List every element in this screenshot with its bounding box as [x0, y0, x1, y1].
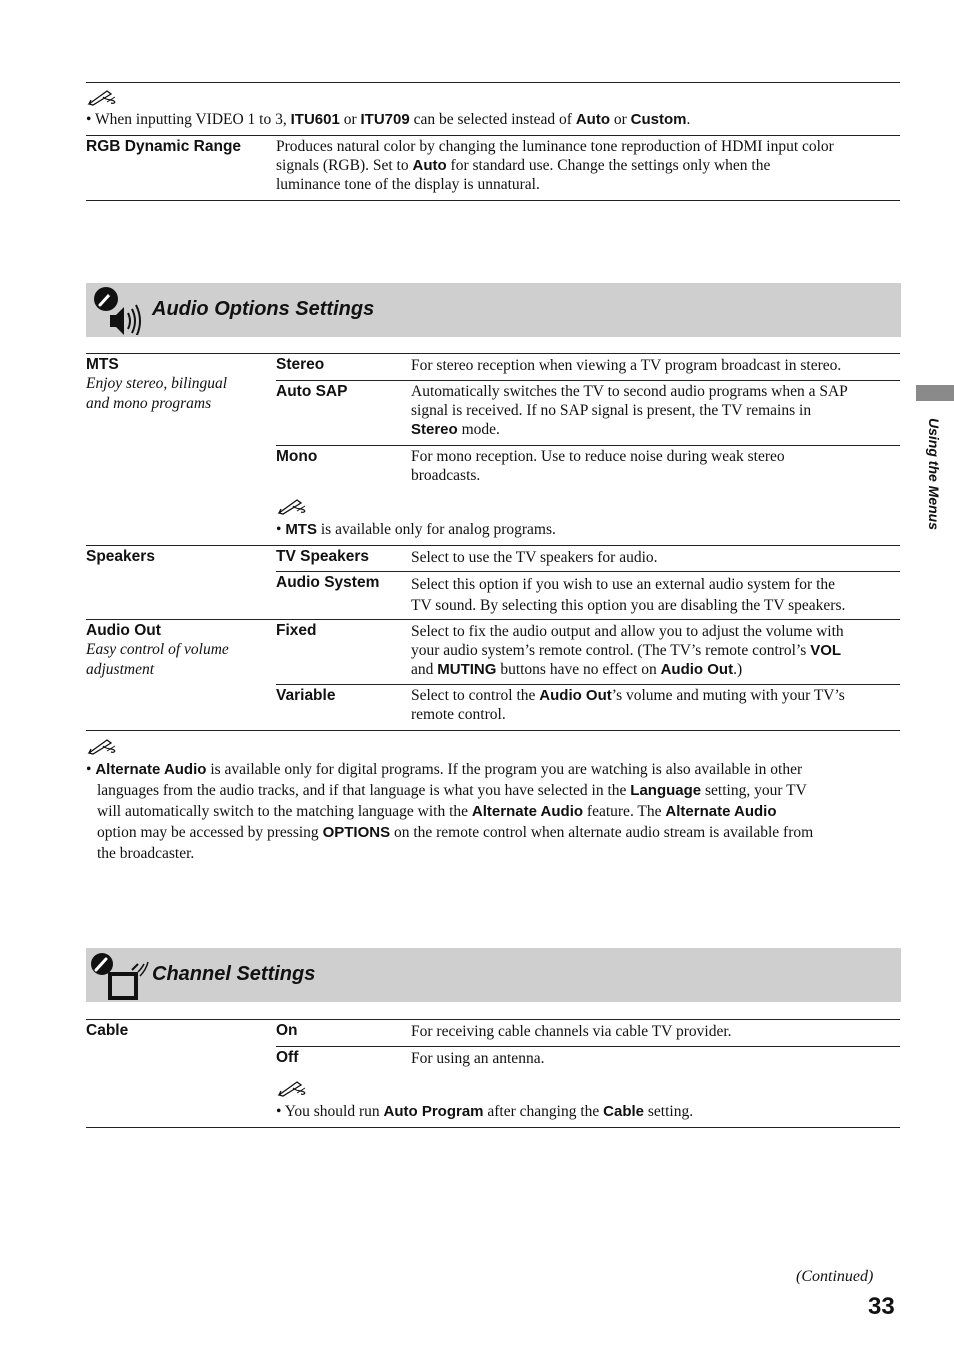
- rgb-dynamic-range-desc: Produces natural color by changing the luminance tone reproduction of HDMI input color signals (RGB). Set to Auto for standard use. Change the settings only when the luminance tone of the display is unnatural.: [276, 138, 834, 193]
- cable-label: Cable: [86, 1022, 129, 1039]
- variable-label: Variable: [276, 687, 336, 704]
- alternate-audio-note: • Alternate Audio is available only for digital programs. If the program you are watching is also available in other languages from the audio tracks, and if that language is what you have selected in the Language setting, your TV will automatically switch to the matching language with the Alternate Audio feature. The Alternate Audio option may be accessed by pressing OPTIONS on the remote control when alternate audio stream is available from the broadcaster.: [86, 761, 814, 862]
- mono-label: Mono: [276, 448, 318, 465]
- side-tab-marker: [916, 385, 954, 401]
- mts-subtitle: Enjoy stereo, bilingual and mono programs: [86, 375, 228, 412]
- cable-note: • You should run Auto Program after changing the Cable setting.: [276, 1103, 694, 1120]
- divider: [86, 135, 900, 136]
- variable-desc: Select to control the Audio Out’s volume and muting with your TV’s remote control.: [411, 687, 845, 723]
- stereo-label: Stereo: [276, 356, 325, 373]
- divider: [276, 571, 900, 572]
- continued-label: (Continued): [796, 1268, 874, 1285]
- audio-system-label: Audio System: [276, 574, 380, 591]
- fixed-desc: Select to fix the audio output and allow you to adjust the volume with your audio system’s remote control. (The TV’s remote control’s VOL and MUTING buttons have no effect on Audio Out.): [411, 623, 844, 678]
- note-pencil-icon: [87, 737, 117, 755]
- divider: [86, 82, 900, 83]
- stereo-desc: For stereo reception when viewing a TV program broadcast in stereo.: [411, 357, 842, 374]
- divider: [86, 545, 900, 546]
- divider: [276, 1046, 900, 1047]
- cable-on-label: On: [276, 1022, 298, 1039]
- tv-speakers-label: TV Speakers: [276, 548, 370, 565]
- divider: [86, 200, 900, 201]
- channel-settings-title: Channel Settings: [152, 963, 316, 985]
- divider: [276, 445, 900, 446]
- mts-label: MTS: [86, 356, 119, 373]
- cable-off-label: Off: [276, 1049, 299, 1066]
- channel-settings-banner: [86, 948, 901, 1002]
- wrench-speaker-icon: [90, 285, 150, 335]
- speakers-label: Speakers: [86, 548, 155, 565]
- divider: [86, 1127, 900, 1128]
- wrench-tv-icon: [88, 950, 152, 1002]
- tv-speakers-desc: Select to use the TV speakers for audio.: [411, 549, 658, 566]
- page-number: 33: [868, 1293, 895, 1320]
- fixed-label: Fixed: [276, 622, 317, 639]
- cable-off-desc: For using an antenna.: [411, 1050, 545, 1067]
- mono-desc: For mono reception. Use to reduce noise during weak stereo broadcasts.: [411, 448, 785, 484]
- audio-system-desc: Select this option if you wish to use an external audio system for the TV sound. By selecting this option you are disabling the TV speakers.: [411, 576, 846, 614]
- audio-options-banner: [86, 283, 901, 337]
- audio-out-subtitle: Easy control of volume adjustment: [86, 641, 229, 678]
- divider: [86, 353, 900, 354]
- note-pencil-icon: [87, 88, 117, 106]
- cable-on-desc: For receiving cable channels via cable TV provider.: [411, 1023, 732, 1040]
- note-pencil-icon: [277, 497, 307, 515]
- audio-out-label: Audio Out: [86, 622, 161, 639]
- note-pencil-icon: [277, 1079, 307, 1097]
- auto-sap-label: Auto SAP: [276, 383, 348, 400]
- audio-options-title: Audio Options Settings: [152, 298, 375, 320]
- auto-sap-desc: Automatically switches the TV to second audio programs when a SAP signal is received. If no SAP signal is present, the TV remains in Stereo mode.: [411, 383, 848, 438]
- divider: [86, 619, 900, 620]
- divider: [276, 684, 900, 685]
- rgb-dynamic-range-label: RGB Dynamic Range: [86, 138, 242, 155]
- mts-note: • MTS is available only for analog programs.: [276, 521, 556, 538]
- side-tab-label: Using the Menus: [926, 418, 942, 531]
- divider: [276, 380, 900, 381]
- top-note: • When inputting VIDEO 1 to 3, ITU601 or ITU709 can be selected instead of Auto or Custom.: [86, 111, 691, 128]
- divider: [86, 730, 900, 731]
- divider: [86, 1019, 900, 1020]
